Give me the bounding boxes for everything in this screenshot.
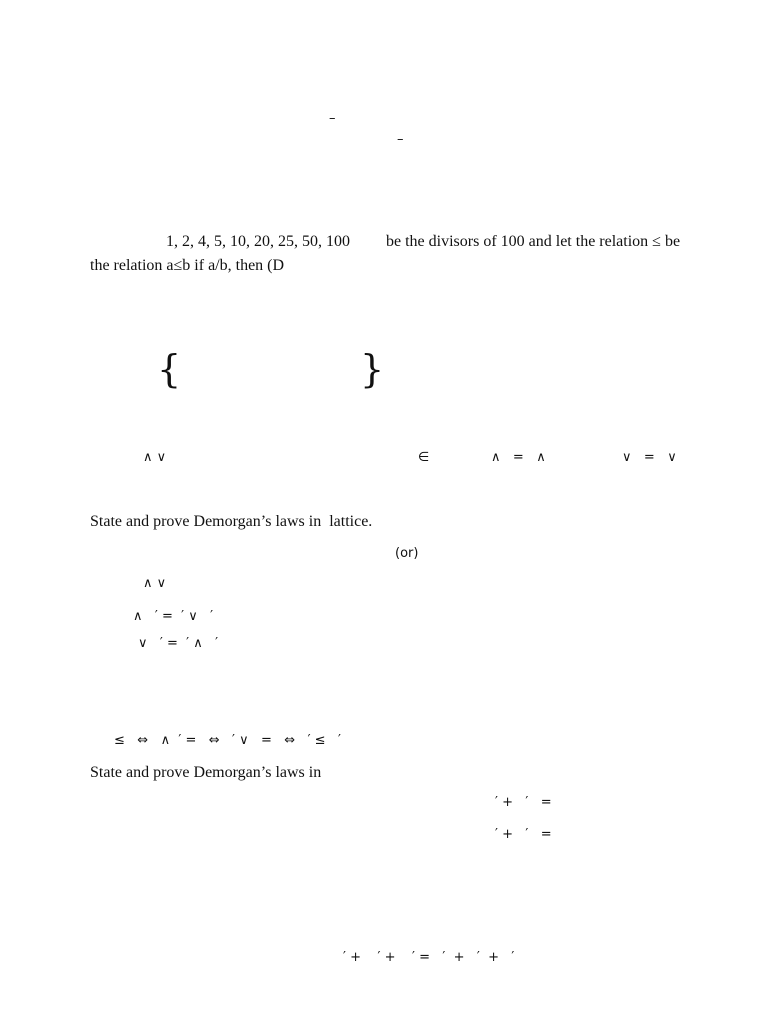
boolean-expression: ′ + ′ + ′ = ′ + ′ + ′ — [343, 950, 515, 965]
meet-join-operators: ∧ ∨ — [143, 450, 167, 465]
divisors-set: 1, 2, 4, 5, 10, 20, 25, 50, 100 — [166, 233, 350, 250]
boolean-law-2: ′ + ′ = — [495, 827, 552, 842]
equivalence-chain: ≤ ⇔ ∧ ′ = ⇔ ′ ∨ = ⇔ ′ ≤ ′ — [114, 733, 341, 748]
meet-join-operators-2: ∧ ∨ — [143, 576, 167, 591]
meet-equation: ∧ = ∧ — [491, 450, 546, 465]
demorgan-law-2: ∨ ′ = ′ ∧ ′ — [138, 636, 219, 651]
dash-mark-1: – — [329, 111, 336, 126]
divisors-text: be the divisors of 100 and let the relation ≤ be — [386, 233, 681, 250]
or-label: (or) — [395, 546, 419, 561]
demorgan-lattice-question: State and prove Demorgan’s laws in lattice. — [90, 513, 373, 530]
right-brace: } — [360, 347, 385, 391]
demorgan-question: State and prove Demorgan’s laws in — [90, 764, 322, 781]
dash-mark-2: – — [397, 132, 404, 147]
left-brace: { — [157, 347, 182, 391]
element-of-symbol: ∈ — [418, 450, 430, 465]
demorgan-law-1: ∧ ′ = ′ ∨ ′ — [133, 609, 214, 624]
relation-text: the relation a≤b if a/b, then (D — [90, 257, 285, 274]
boolean-law-1: ′ + ′ = — [495, 795, 552, 810]
join-equation: ∨ = ∨ — [622, 450, 677, 465]
